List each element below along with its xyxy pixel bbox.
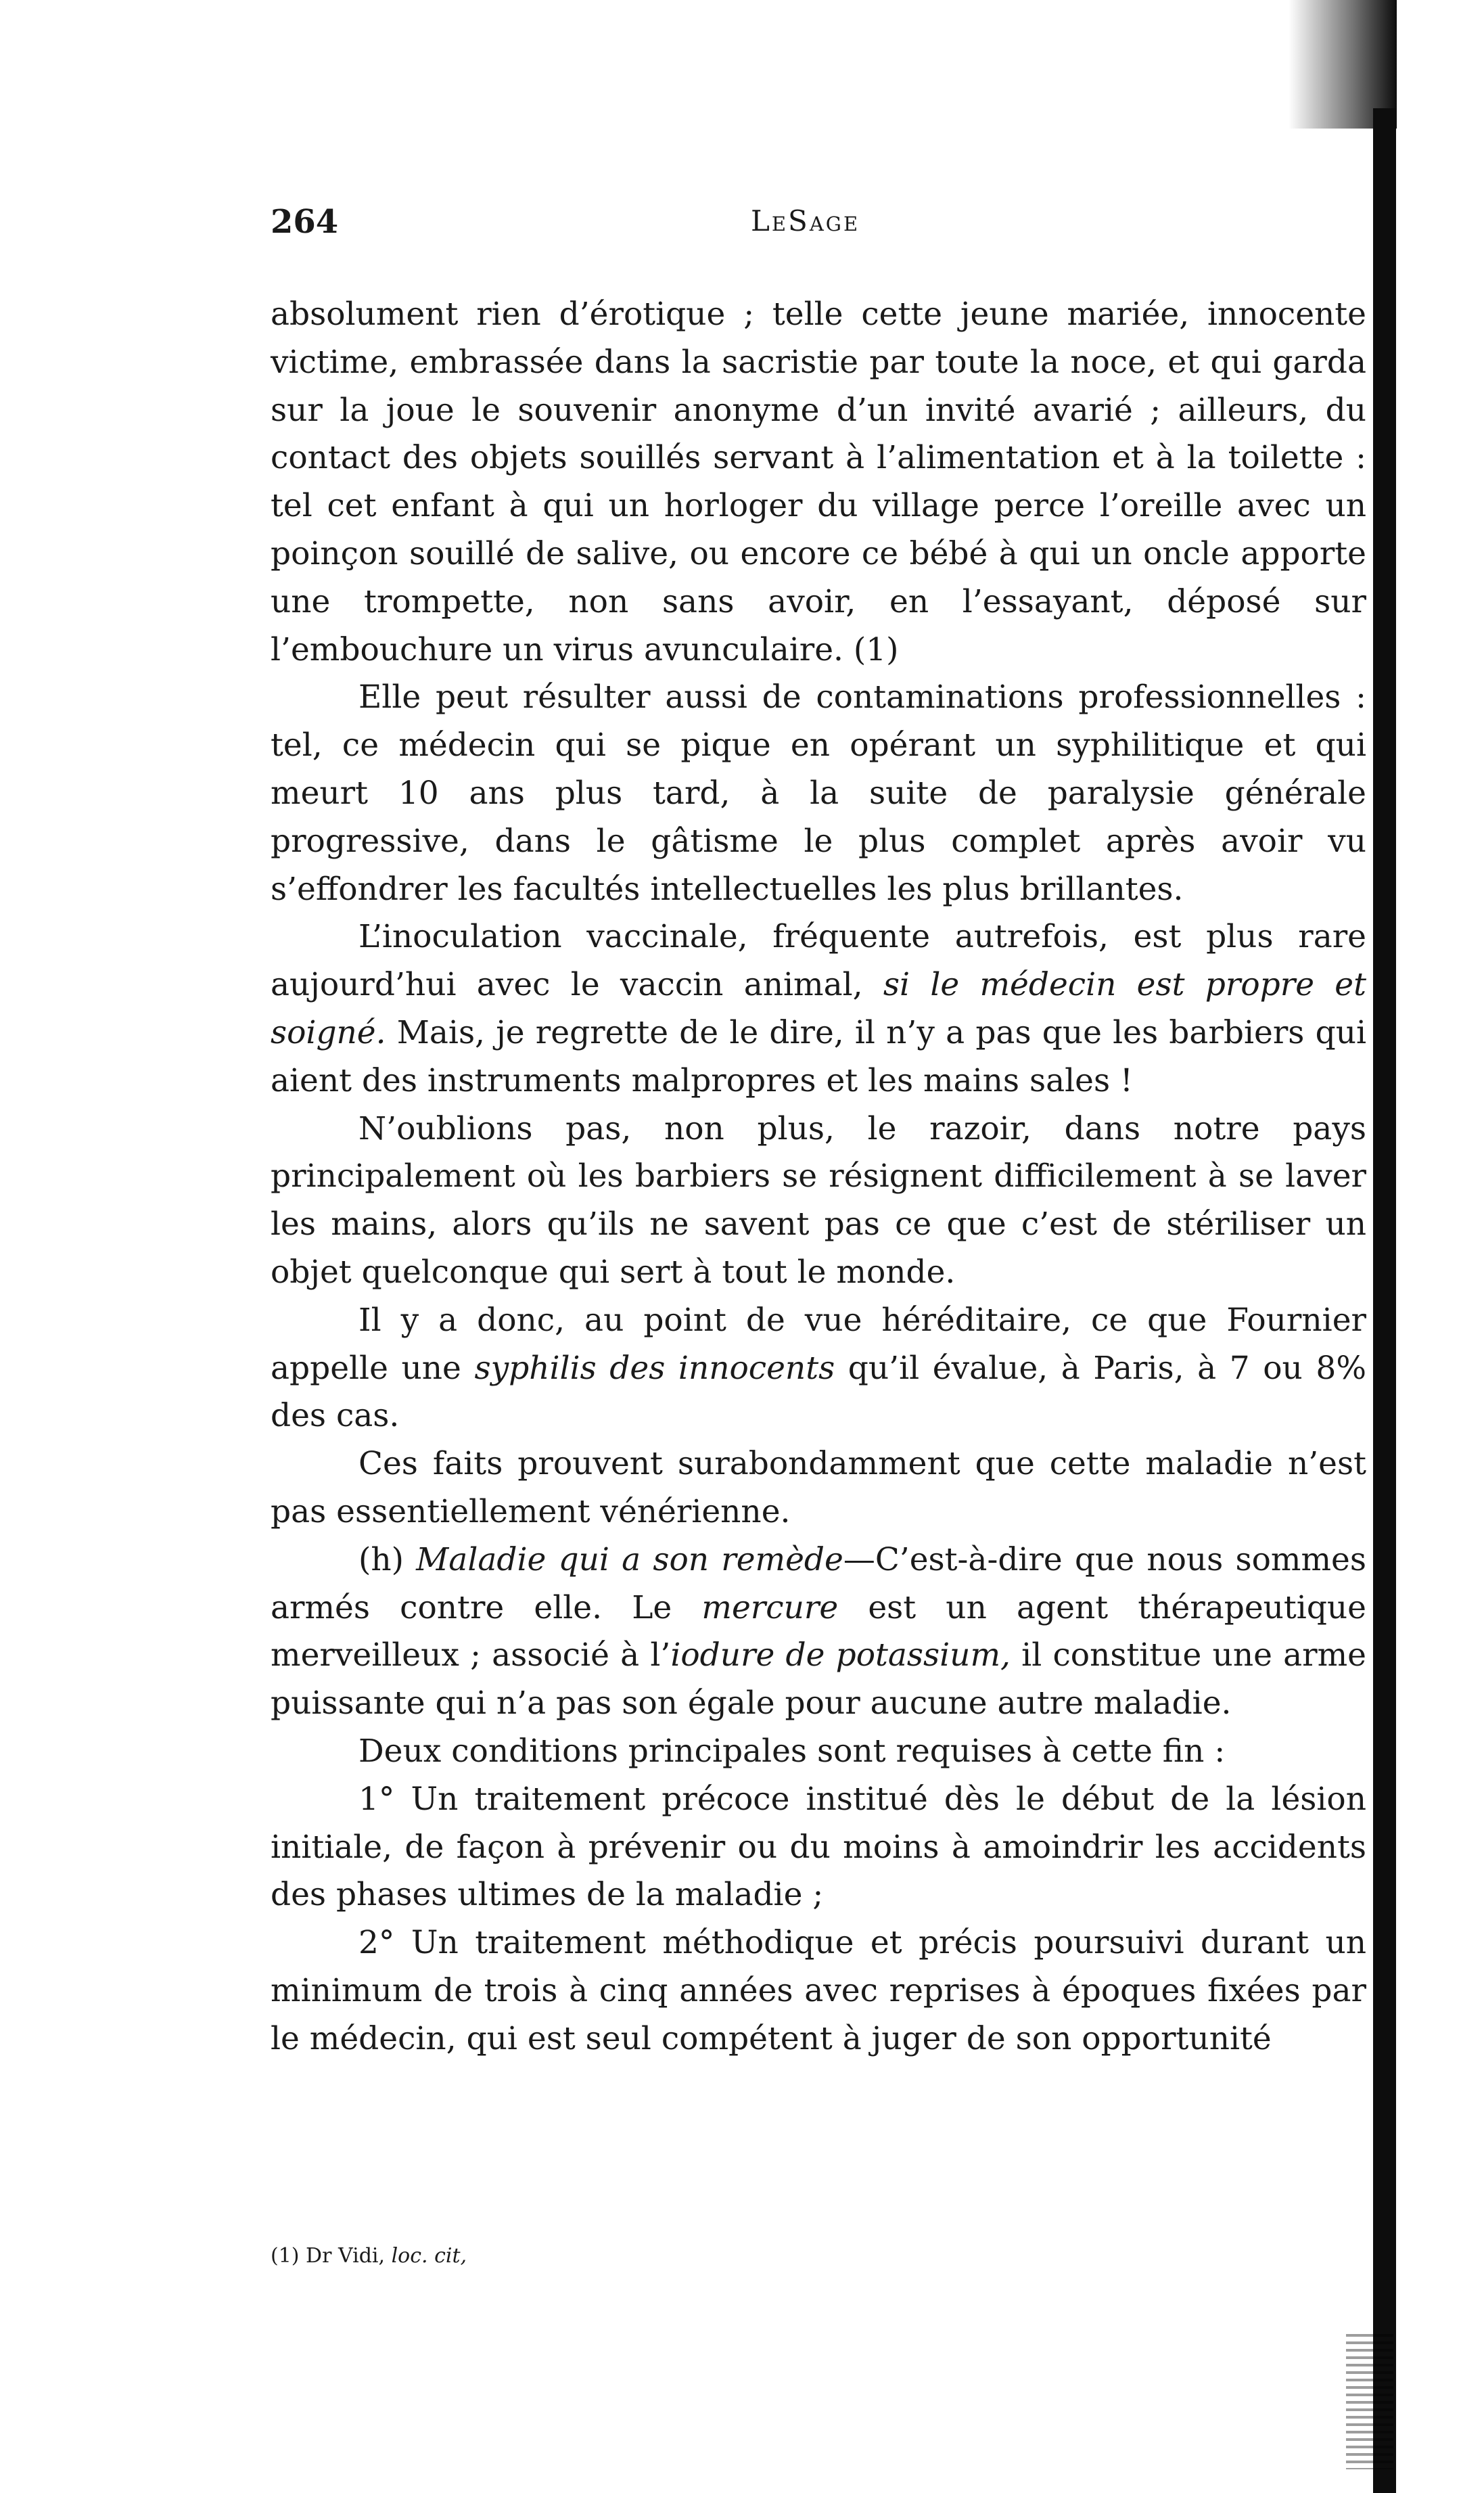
text-run: Mais, je regrette de le dire, il n’y a pas que les barbiers qui aient des instruments malpropres et les mains sales ! — [271, 1013, 1366, 1099]
paragraph-p7 — [271, 1536, 1366, 1728]
body-text — [271, 291, 1366, 2063]
italic-run: si le médecin est propre et soigné. — [271, 966, 1366, 1051]
italic-run: mercure — [701, 1588, 839, 1626]
page-edge-specks — [1346, 2334, 1393, 2469]
page-header — [271, 203, 1387, 257]
text-run: Elle peut résulter aussi de contaminations professionnelles : tel, ce médecin qui se pique en opérant un syphilitique et qui meurt 10 ans plus tard, à la suite de paralysie générale progressive, dans le gâtisme le plus complet après avoir vu s’effondrer les facultés intellectuelles les plus brillantes. — [271, 679, 1366, 908]
italic-run: Maladie qui a son remède — [416, 1540, 843, 1578]
italic-run: iodure de potassium, — [670, 1637, 1011, 1674]
paragraph-p9 — [271, 1776, 1366, 1919]
paragraph-p8 — [271, 1728, 1366, 1776]
running-head: LeSage — [751, 204, 860, 237]
text-run: 1° Un traitement précoce institué dès le début de la lésion initiale, de façon à prévenir ou du moins à amoindrir les accidents des phases ultimes de la maladie ; — [271, 1780, 1366, 1914]
paragraph-p5 — [271, 1297, 1366, 1440]
paragraph-p1 — [271, 291, 1366, 674]
paragraph-p4 — [271, 1105, 1366, 1297]
text-run: Il y a donc, au point de vue héréditaire, ce que Fournier appelle une — [271, 1301, 1366, 1387]
text-run: —C’est-à-dire que nous sommes armés contre elle. Le — [271, 1540, 1366, 1626]
text-run: qu’il évalue, à Paris, à 7 ou 8% des cas. — [271, 1349, 1366, 1435]
footnote-citation: loc. cit, — [391, 2244, 467, 2268]
text-run: est un agent thérapeutique merveilleux ; associé à l’ — [271, 1588, 1366, 1674]
paragraph-p6 — [271, 1440, 1366, 1536]
italic-run: syphilis des innocents — [474, 1349, 835, 1387]
text-run: il constitue une arme puissante qui n’a pas son égale pour aucune autre maladie. — [271, 1637, 1366, 1722]
text-run: 2° Un traitement méthodique et précis poursuivi durant un minimum de trois à cinq années avec reprises à époques fixées par le médecin, qui est seul compétent à juger de son opportunité — [271, 1924, 1366, 2057]
footnote — [271, 2243, 1285, 2270]
page-edge-bar — [1373, 108, 1396, 2493]
text-run: N’oublions pas, non plus, le razoir, dans notre pays principalement où les barbiers se résignent difficilement à se laver les mains, alors qu’ils ne savent pas ce que c’est de stériliser un objet quelconque qui sert à tout le monde. — [271, 1110, 1366, 1291]
paragraph-p3 — [271, 913, 1366, 1105]
text-run: L’inoculation vaccinale, fréquente autrefois, est plus rare aujourd’hui avec le vaccin animal, — [271, 918, 1366, 1004]
footnote-text: (1) Dr Vidi, — [271, 2244, 392, 2268]
text-run: absolument rien d’érotique ; telle cette jeune mariée, innocente victime, embrassée dans la sacristie par toute la noce, et qui garda sur la joue le souvenir anonyme d’un invité avarié ; ailleurs, du contact des objets souillés servant à l’alimentation et à la toilette : tel cet enfant à qui un horloger du village perce l’oreille avec un poinçon souillé de salive, ou encore ce bébé à qui un oncle apporte une trompette, non sans avoir, en l’essayant, déposé sur l’embouchure un virus avunculaire. (1) — [271, 296, 1366, 668]
text-run: Ces faits prouvent surabondamment que cette maladie n’est pas essentiellement vénérienne. — [271, 1445, 1366, 1530]
text-run: Deux conditions principales sont requises à cette fin : — [358, 1732, 1226, 1770]
page-number: 264 — [271, 203, 339, 241]
text-run: (h) — [358, 1540, 417, 1578]
paragraph-p2 — [271, 674, 1366, 913]
paragraph-p10 — [271, 1919, 1366, 2063]
